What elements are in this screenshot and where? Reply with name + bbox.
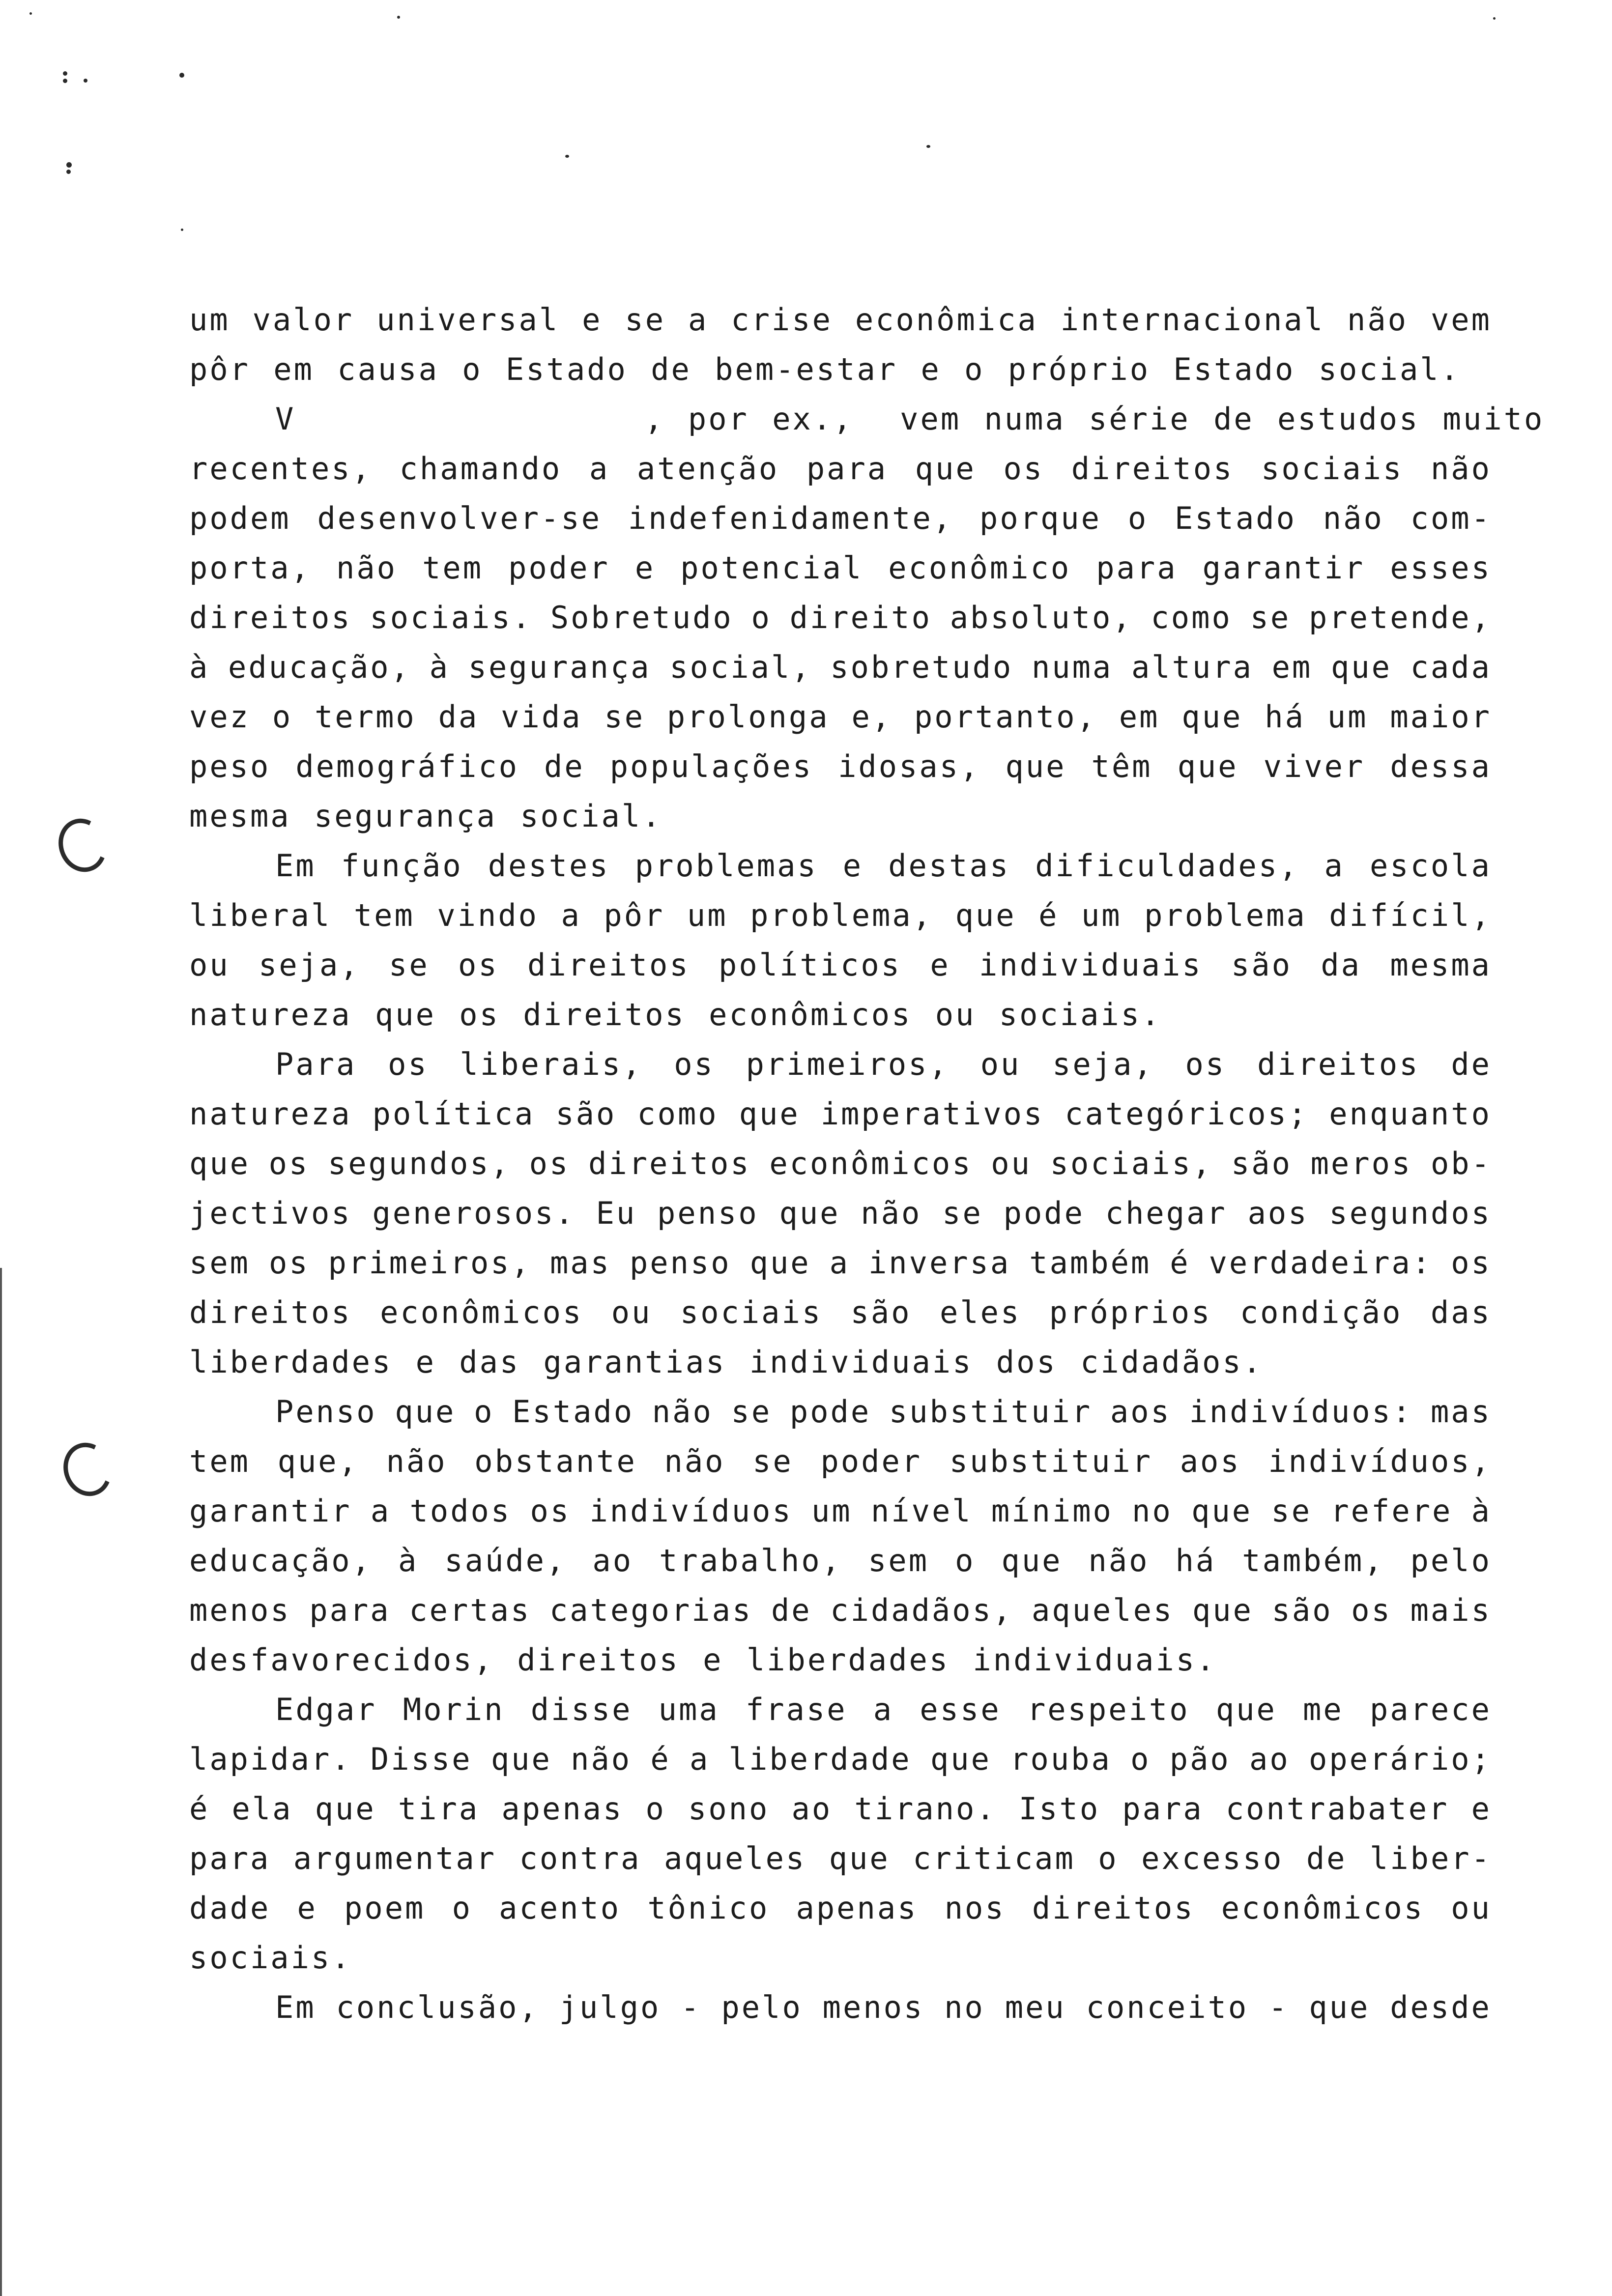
text-line: peso demográfico de populações idosas, que têm que viver dessa	[189, 748, 1492, 784]
text-line: educação, à saúde, ao trabalho, sem o que não há também, pelo	[189, 1543, 1492, 1578]
text-line: jectivos generosos. Eu penso que não se pode chegar aos segundos	[189, 1195, 1492, 1231]
scan-speck	[1493, 17, 1496, 20]
text-line: liberdades e das garantias individuais dos cidadãos.	[189, 1344, 1264, 1380]
text-line: Penso que o Estado não se pode substituir aos indivíduos: mas	[275, 1394, 1492, 1430]
text-line: dade e poem o acento tônico apenas nos direitos econômicos ou	[189, 1890, 1492, 1926]
document-body	[189, 295, 1545, 2032]
punch-hole-mark	[51, 812, 114, 879]
text-line: mesma segurança social.	[189, 798, 662, 834]
scan-speck	[66, 170, 71, 174]
scan-edge-line	[0, 1268, 2, 2296]
text-line: lapidar. Disse que não é a liberdade que rouba o pão ao operário;	[189, 1741, 1492, 1777]
text-line: um valor universal e se a crise econômica internacional não vem	[189, 302, 1492, 338]
text-line: garantir a todos os indivíduos um nível mínimo no que se refere à	[189, 1493, 1492, 1529]
text-line: V , por ex., vem numa série de estudos muito	[275, 401, 1545, 437]
text-line: desfavorecidos, direitos e liberdades individuais.	[189, 1642, 1217, 1678]
text-line: é ela que tira apenas o sono ao tirano. Isto para contrabater e	[189, 1791, 1492, 1827]
text-line: natureza política são como que imperativos categóricos; enquanto	[189, 1096, 1492, 1132]
text-line: ou seja, se os direitos políticos e individuais são da mesma	[189, 947, 1492, 983]
punch-hole-mark	[56, 1436, 119, 1503]
text-line: porta, não tem poder e potencial econômico para garantir esses	[189, 550, 1492, 586]
text-line: vez o termo da vida se prolonga e, portanto, em que há um maior	[189, 699, 1492, 735]
scan-speck	[66, 162, 72, 168]
text-line: sem os primeiros, mas penso que a inversa também é verdadeira: os	[189, 1245, 1492, 1281]
text-line: natureza que os direitos econômicos ou sociais.	[189, 997, 1162, 1033]
text-line: pôr em causa o Estado de bem-estar e o próprio Estado social.	[189, 351, 1461, 387]
text-line: Em função destes problemas e destas dificuldades, a escola	[275, 848, 1492, 884]
scan-speck	[63, 71, 67, 76]
text-line: podem desenvolver-se indefenidamente, porque o Estado não com-	[189, 500, 1492, 536]
scan-speck	[181, 229, 183, 231]
text-line: Edgar Morin disse uma frase a esse respeito que me parece	[275, 1692, 1492, 1727]
text-line: liberal tem vindo a pôr um problema, que é um problema difícil,	[189, 897, 1492, 933]
scan-speck	[397, 16, 400, 19]
scan-speck	[63, 79, 67, 83]
scan-speck	[926, 145, 930, 148]
scan-speck	[84, 79, 87, 83]
text-line: recentes, chamando a atenção para que os direitos sociais não	[189, 451, 1492, 487]
scan-speck	[179, 73, 184, 78]
text-line: para argumentar contra aqueles que criticam o excesso de liber-	[189, 1840, 1492, 1876]
text-line: direitos sociais. Sobretudo o direito absoluto, como se pretende,	[189, 600, 1492, 635]
text-line: que os segundos, os direitos econômicos ou sociais, são meros ob-	[189, 1146, 1492, 1181]
text-line: tem que, não obstante não se poder substituir aos indivíduos,	[189, 1443, 1492, 1479]
scan-speck	[29, 12, 32, 15]
text-line: menos para certas categorias de cidadãos, aqueles que são os mais	[189, 1592, 1492, 1628]
scan-speck	[565, 155, 569, 158]
text-line: sociais.	[189, 1940, 352, 1976]
text-line: Em conclusão, julgo - pelo menos no meu conceito - que desde	[275, 1989, 1492, 2025]
text-line: Para os liberais, os primeiros, ou seja, os direitos de	[275, 1046, 1492, 1082]
text-line: à educação, à segurança social, sobretudo numa altura em que cada	[189, 649, 1492, 685]
text-line: direitos econômicos ou sociais são eles próprios condição das	[189, 1294, 1492, 1330]
